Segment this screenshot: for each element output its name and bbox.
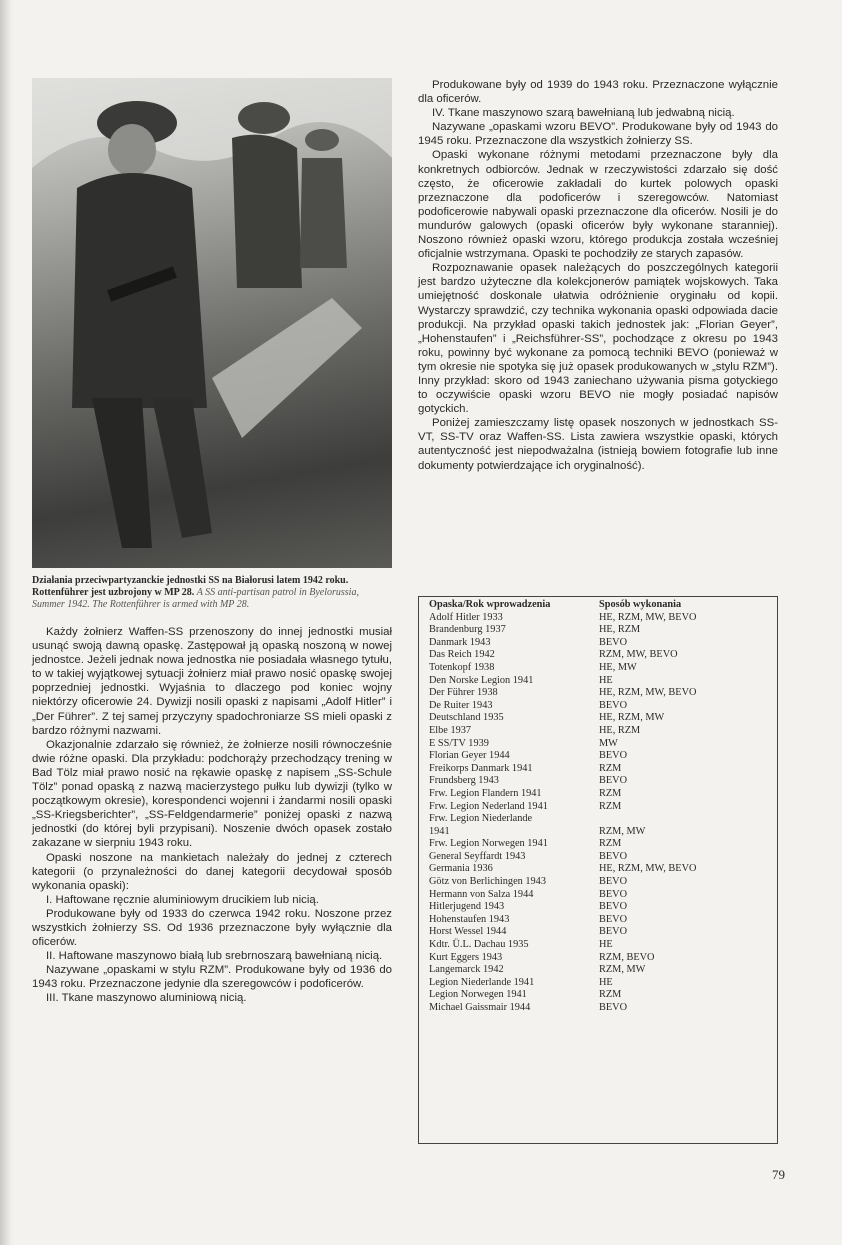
paragraph: I. Haftowane ręcznie aluminiowym drucikiem lub nicią. [46,893,319,906]
table-row [429,750,777,763]
armband-name: Götz von Berlichingen 1943 [429,876,546,888]
production-method: BEVO [599,850,628,862]
paragraph: II. Haftowane maszynowo białą lub srebrnoszarą bawełnianą nicią. [46,950,383,963]
production-method: HE [599,674,613,686]
paragraph: Opaski wykonane różnymi metodami przeznaczone były dla konkretnych odbiorców. Jednak w rzeczywistości zdarzało się dość często, że oficerowie zakładali do kurtek polowych opaski przeznaczone dla podoficerów i szeregowców. Natomiast podoficerowie nabywali opaski przeznaczone dla oficerów. Nosili je do mundurów galowych (opaski oficerów były wykonane staranniej). Noszono również opaski wzoru, którego produkcja została wcześniej oficjalnie wstrzymana. Opaski te pochodziły ze starych zapasów. [418,149,778,261]
armband-name: Florian Geyer 1944 [429,750,510,762]
paragraph: Produkowane były od 1933 do czerwca 1942 roku. Noszone przez wszystkich żołnierzy SS. Od 1936 przeznaczone były wyłącznie dla oficerów. [32,907,392,949]
caption-polish: Działania przeciwpartyzanckie jednostki SS na Białorusi latem 1942 roku. Rottenführer jest uzbrojony w MP 28. [32,575,349,598]
armband-name: Der Führer 1938 [429,687,498,699]
armband-name: Danmark 1943 [429,636,491,648]
armband-name: Michael Gaissmair 1944 [429,1002,531,1013]
production-method: BEVO [599,1002,628,1013]
armband-name: Frw. Legion Nederland 1941 [429,800,548,812]
production-method: HE, RZM, MW [599,712,665,724]
table-body [429,612,777,1015]
production-method: HE, RZM, MW, BEVO [599,687,697,699]
caption-english: A SS anti-partisan patrol in Byelorussia, Summer 1942. The Rottenführer is armed with MP 28. [32,587,359,610]
production-method: HE, RZM [599,624,641,636]
table-row [429,801,777,814]
production-method: HE, RZM, MW, BEVO [599,611,697,623]
table-row [429,649,777,662]
table-row [429,700,777,713]
armband-name: Das Reich 1942 [429,649,495,661]
right-column [418,78,778,473]
table-row [429,675,777,688]
table-row [429,901,777,914]
production-method: MW [599,737,618,749]
armband-name: Legion Niederlande 1941 [429,976,535,988]
paragraph: III. Tkane maszynowo aluminiową nicią. [46,992,247,1005]
production-method: HE, MW [599,661,637,673]
table-row [429,952,777,965]
table-row [429,712,777,725]
production-method: HE [599,976,613,988]
production-method: BEVO [599,888,628,900]
page-gutter-shadow [0,0,14,1245]
paragraph: Poniżej zamieszczamy listę opasek noszonych w jednostkach SS-VT, SS-TV oraz Waffen-SS. Lista zawiera wszystkie opaski, których autentyczność jest niepodważalna (istnieją bowiem fotografie lub inne dokumenty potwierdzające ich oryginalność). [418,417,778,472]
table-row [429,926,777,939]
table-row [429,612,777,625]
armband-name: 1941 [429,825,450,837]
table-row [429,863,777,876]
armband-name: Adolf Hitler 1933 [429,611,503,623]
armband-name: Kurt Eggers 1943 [429,951,503,963]
production-method: BEVO [599,876,628,888]
production-method: RZM [599,800,622,812]
historical-photo [32,78,392,568]
armband-name: Hitlerjugend 1943 [429,901,505,913]
armband-name: Frundsberg 1943 [429,775,499,787]
production-method: RZM, MW [599,964,646,976]
armband-name: Frw. Legion Niederlande [429,813,533,825]
production-method: BEVO [599,913,628,925]
production-method: RZM, MW, BEVO [599,649,678,661]
paragraph: Nazywane „opaskami w stylu RZM”. Produkowane były od 1936 do 1943 roku. Przeznaczone jedynie dla szeregowców i podoficerów. [32,964,392,991]
armband-name: Deutschland 1935 [429,712,504,724]
production-method [599,813,777,826]
armband-name: Germania 1936 [429,863,493,875]
table-row [429,813,777,826]
page-number: 79 [772,1167,785,1182]
production-method: RZM [599,989,622,1001]
armband-name: E SS/TV 1939 [429,737,489,749]
table-row [429,624,777,637]
armband-name: Langemarck 1942 [429,964,504,976]
left-column [32,625,392,1006]
armband-table [418,596,778,1144]
table-row [429,964,777,977]
production-method: BEVO [599,636,628,648]
armband-name: Legion Norwegen 1941 [429,989,527,1001]
armband-name: General Seyffardt 1943 [429,850,526,862]
table-row [429,989,777,1002]
table-row [429,788,777,801]
production-method: HE, RZM, MW, BEVO [599,863,697,875]
armband-name: Den Norske Legion 1941 [429,674,534,686]
production-method: HE [599,939,613,951]
table-row [429,851,777,864]
armband-name: Freikorps Danmark 1941 [429,762,533,774]
armband-name: Frw. Legion Flandern 1941 [429,787,542,799]
production-method: RZM, BEVO [599,951,655,963]
table-row [429,939,777,952]
production-method: RZM [599,838,622,850]
armband-name: De Ruiter 1943 [429,699,493,711]
header-method: Sposób wykonania [599,599,682,610]
production-method: BEVO [599,699,628,711]
table-row [429,838,777,851]
paragraph: Opaski noszone na mankietach należały do jednej z czterech kategorii (o przynależności do danej kategorii decydował sposób wykonania opaski): [32,851,392,892]
production-method: BEVO [599,926,628,938]
table-row [429,914,777,927]
production-method: BEVO [599,901,628,913]
paragraph: Okazjonalnie zdarzało się również, że żołnierze nosili równocześnie dwie różne opaski. Dla przykładu: podchorąży przechodzący trening w Bad Tölz miał prawo nosić na rękawie opaskę z napisem „SS-Schule Tölz” ponad opaską z nazwą macierzystego pułku lub dywizji (tylko w początkowym okresie), korespondenci wojenni i żandarmi nosili opaski „SS-Kriegsberichter”, „SS-Feldgendarmerie” poniżej opaski z nazwą jednostki (do której byli przypisani). Noszenie dwóch opasek zostało zakazane w sierpniu 1943 roku. [32,738,392,850]
armband-name: Totenkopf 1938 [429,661,495,673]
photo-caption [32,575,392,611]
table-row [429,876,777,889]
table-row [429,738,777,751]
photo-illustration [32,78,392,568]
table-row [429,1002,777,1015]
header-armband: Opaska/Rok wprowadzenia [429,599,551,610]
paragraph: Rozpoznawanie opasek należących do poszczególnych kategorii jest bardzo użyteczne dla kolekcjonerów pamiątek wojskowych. Taka umiejętność doskonale ułatwia odróżnienie oryginału od kopii. Wystarczy sprawdzić, czy technika wykonania opaski odpowiada dacie produkcji. Na przykład opaski takich jednostek jak: „Florian Geyer”, „Hohenstaufen” i „Reichsführer-SS”, pochodzące z okresu po 1943 roku, powinny być wykonane za pomocą techniki BEVO (ponieważ w tym okresie nie spotyka się już opasek produkowanych w „stylu RZM”). Inny przykład: skoro od 1943 zaniechano używania pisma gotyckiego to oczywiście opaski wzoru BEVO nie mogły posiadać napisów gotyckich. [418,262,778,416]
paragraph: Każdy żołnierz Waffen-SS przenoszony do innej jednostki musiał usunąć swoją dawną opaskę. Zastępował ją opaską noszoną w nowej jednostce. Jeżeli jednak nowa jednostka nie posiadała własnego tytułu, to w takiej wyjątkowej sytuacji żołnierz miał prawo nosić opaskę swojej poprzedniej jednostki. Wyjaśnia to dlaczego pod koniec wojny niektórzy oficerowie 24. Dywizji nosili opaski z napisami „Adolf Hitler” i „Der Führer”. Z tej samej przyczyny spadochroniarze SS mieli opaski z bardzo różnymi nazwami. [32,626,392,737]
paragraph: IV. Tkane maszynowo szarą bawełnianą lub jedwabną nicią. [432,107,735,120]
armband-name: Frw. Legion Norwegen 1941 [429,838,548,850]
armband-name: Brandenburg 1937 [429,624,506,636]
table-row [429,977,777,990]
table-header [429,599,777,612]
armband-name: Elbe 1937 [429,724,472,736]
armband-name: Kdtr. Ü.L. Dachau 1935 [429,939,529,951]
production-method: RZM [599,787,622,799]
armband-name: Hermann von Salza 1944 [429,888,534,900]
armband-name: Horst Wessel 1944 [429,926,507,938]
table-row [429,662,777,675]
paragraph: Produkowane były od 1939 do 1943 roku. Przeznaczone wyłącznie dla oficerów. [418,79,778,106]
armband-name: Hohenstaufen 1943 [429,913,510,925]
table-row [429,763,777,776]
production-method: RZM [599,762,622,774]
table-row [429,826,777,839]
production-method: BEVO [599,775,628,787]
paragraph: Nazywane „opaskami wzoru BEVO”. Produkowane były od 1943 do 1945 roku. Przeznaczone dla wszystkich żołnierzy SS. [418,121,778,148]
production-method: RZM, MW [599,825,646,837]
table-row [429,725,777,738]
table-row [429,637,777,650]
table-row [429,889,777,902]
table-row [429,687,777,700]
production-method: HE, RZM [599,724,641,736]
table-row [429,775,777,788]
production-method: BEVO [599,750,628,762]
